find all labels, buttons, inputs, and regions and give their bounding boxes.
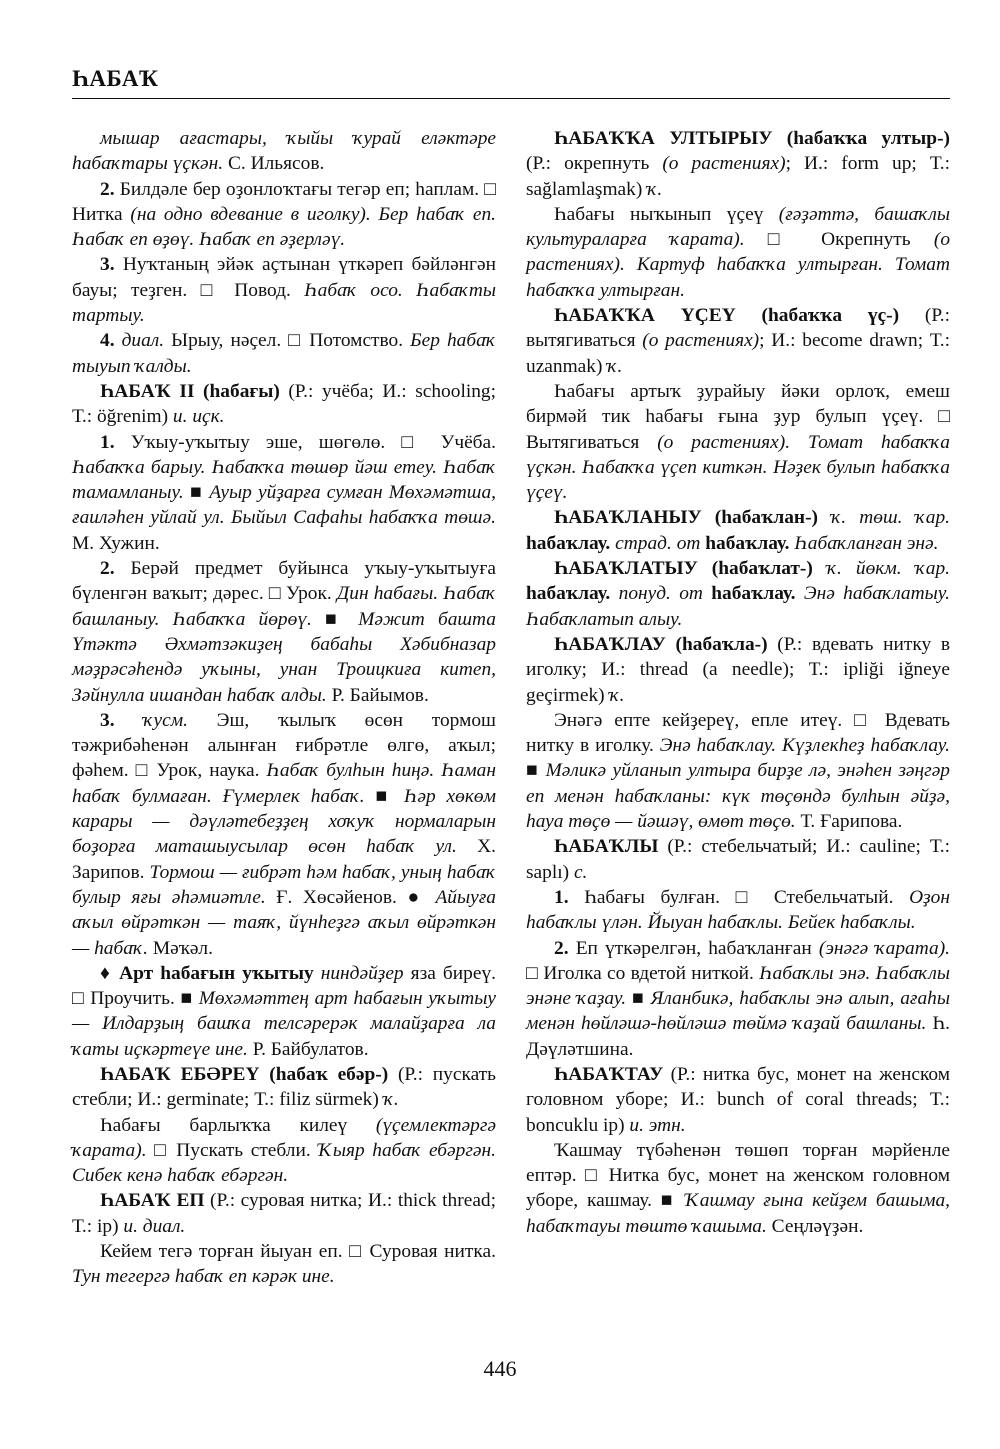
- entry-paragraph: [72, 556, 496, 708]
- italic-run: ҡ.: [383, 1089, 399, 1111]
- italic-run: Һабаҡ осо. Һабаҡты тартыу.: [72, 279, 496, 327]
- text-run: Һ. Дәүләтшина.: [526, 1013, 950, 1060]
- bold-run: ҺАБАҠҠА ҮҪЕҮ (һабаҡҡа үҫ-): [554, 305, 900, 327]
- italic-run: Мәликә уйланып ултыра бирҙе лә, энәһен зәңгәр еп менән һабаҡланы: күк төҫөндә булһын әйҙә, һауа төҫө — йәшәү, өмөт төҫө.: [526, 760, 950, 833]
- bold-run: һабаҡлау.: [705, 532, 790, 554]
- text-run: [703, 583, 711, 604]
- text-run: Уҡыу-уҡытыу эше, шөгөлө. □ Учёба.: [114, 431, 496, 453]
- text-run: (Р.: вдевать нитку в иголку; И.: thread (a needle); Т.: ipliği iğneye geçirmek): [526, 633, 950, 706]
- text-run: Эш, ҡылыҡ өсөн тормош тәжрибәһенән алынған ғибрәтле өлгө, аҡыл; фәһем. □ Урок, наука.: [72, 709, 496, 782]
- text-run: Кейем тегә торған йыуан еп. □ Суровая нитка.: [100, 1241, 496, 1263]
- text-run: Һабағы артыҡ ҙурайыу йәки орлоҡ, емеш бирмәй тик һабағы ғына ҙур булып үҫеү. □ Вытягиваться: [526, 380, 950, 453]
- text-run: ■: [183, 482, 210, 504]
- italic-run: Ауыр уйҙарға сумған Мөхәмәтша, ғаиләһен уйлай ул. Быйыл Сафаһы һабаҡҡа төшә.: [72, 482, 496, 529]
- italic-run: мышар ағастары, ҡыйы ҡурай еләктәре һабаҡтары үҫкән.: [72, 128, 496, 175]
- entry-paragraph: [72, 1113, 496, 1189]
- text-run: □ Иголка со вдетой ниткой.: [526, 962, 760, 984]
- entry-paragraph: [526, 1138, 950, 1239]
- entry-headword-paragraph: [526, 556, 950, 632]
- text-run: Сеңләүҙән.: [766, 1215, 864, 1237]
- italic-run: ҡ.: [607, 355, 623, 377]
- entry-headword-paragraph: [526, 1062, 950, 1138]
- italic-run: ниндәйҙер: [320, 962, 404, 984]
- running-head: ҺАБАҠ: [72, 66, 159, 91]
- italic-run: Мәжит башта Үтәктә Әхмәтзәкиҙең бабаһы Хәбибназар мәҙрәсәһендә уҡыны, унан Троицкиға китеп, Зәйнулла ишандан һабаҡ алды.: [72, 608, 496, 706]
- text-run: Берәй предмет буйынса уҡыу-уҡытыуға бүленгән ваҡыт; дәрес. □ Урок.: [72, 558, 496, 605]
- entry-paragraph: [72, 961, 496, 1062]
- text-run: Мәҡәл.: [148, 937, 213, 959]
- bold-run: ҺАБАҠ II (һабағы): [100, 380, 280, 402]
- text-run: [818, 507, 831, 528]
- text-run: (Р.: пускать стебли; И.: germinate; Т.: filiz sürmek): [72, 1063, 496, 1111]
- italic-run: (о растениях): [642, 330, 760, 352]
- entry-headword-paragraph: [526, 126, 950, 202]
- italic-run: (үҫемлектәргә ҡарата).: [72, 1114, 496, 1161]
- entry-paragraph: [72, 708, 496, 961]
- entry-headword-paragraph: [72, 1188, 496, 1239]
- text-run: Р. Байбулатов.: [247, 1038, 369, 1060]
- entry-paragraph: [72, 177, 496, 253]
- text-run: Еп үткәрелгән, һабаҡланған: [568, 937, 819, 959]
- text-run: Р. Байымов.: [326, 684, 429, 706]
- italic-run: Бер һабаҡ тыуып ҡалды.: [72, 330, 497, 377]
- italic-run: диал.: [121, 330, 165, 352]
- text-run: Ғ. Хөсәйенов. ●: [265, 886, 436, 908]
- bold-run: ҺАБАҠ ЕП: [100, 1190, 205, 1212]
- entry-paragraph: [72, 126, 496, 177]
- bold-run: һабаҡлау.: [711, 583, 796, 605]
- text-run: Нуҡтаның эйәк аҫтынан үткәреп бәйләнгән бауы; теҙген. □ Повод.: [72, 254, 496, 301]
- bold-run: 1.: [554, 886, 569, 908]
- text-run: [813, 558, 827, 579]
- entry-headword-paragraph: [72, 379, 496, 430]
- text-run: □ Окрепнуть: [744, 229, 934, 251]
- italic-run: (на одно вдевание в иголку). Бер һабаҡ еп. Һабаҡ еп өҙөү. Һабаҡ еп әҙерләү.: [72, 203, 497, 251]
- text-run: ; И.: form up; Т.: sağlamlaşmak): [526, 153, 951, 200]
- italic-run: Яланбикә, һабаҡлы энә алып, ағаһы менән һөйләшә-һөйләшә төймә ҡаҙай башланы.: [526, 988, 950, 1035]
- italic-run: ҡ.: [647, 178, 663, 200]
- entry-paragraph: [526, 708, 950, 834]
- italic-run: Һабаҡланған энә.: [794, 532, 939, 554]
- bold-run: ҺАБАҠТАУ: [554, 1063, 664, 1085]
- entry-headword-paragraph: [72, 1062, 496, 1113]
- text-run: С. Ильясов.: [223, 153, 325, 175]
- italic-run: ҡ. йөкм. ҡар.: [826, 558, 950, 580]
- bold-run: 2.: [554, 937, 569, 959]
- text-run: (Р.: вытягиваться: [526, 305, 950, 352]
- italic-run: Мөхәмәттең арт һабағын уҡытыу — Илдарҙың башҡа телсәрерәк малайҙарға ла ҡаты иҫкәртеүе ине.: [72, 988, 496, 1060]
- bold-run: ҺАБАҠЛЫ: [554, 836, 659, 858]
- page-number: 446: [483, 1356, 517, 1381]
- right-column: [526, 126, 950, 1239]
- entry-paragraph: [526, 885, 950, 936]
- italic-run: (о растениях). Картуф һабаҡҡа ултырған. Томат һабаҡҡа ултырған.: [526, 229, 951, 301]
- entry-paragraph: [526, 202, 950, 303]
- italic-run: Ҡашмау ғына кейҙем башыма, һабаҡтауы төштө ҡашыма.: [526, 1190, 950, 1237]
- text-run: ; И.: become drawn; Т.: uzanmak): [526, 330, 950, 377]
- text-run: (Р.: учёба; И.: schooling; Т.: öğrenim): [72, 380, 496, 428]
- italic-run: Ҡыяр һабаҡ ебәргән. Сибек кенә һабаҡ ебәргән.: [72, 1139, 496, 1187]
- italic-run: Һабаҡлы энә. Һабаҡлы энәне ҡаҙау.: [526, 962, 950, 1010]
- text-run: (Р.: нитка бус, монет на женском головном уборе; И.: bunch of coral threads; Т.: boncuklu ip): [526, 1063, 950, 1136]
- text-run: Һабағы ныҡынып үҫеү: [554, 203, 779, 225]
- text-run: [115, 330, 122, 351]
- italic-run: (о растениях). Томат һабаҡҡа үҫкән. Һабаҡҡа үҫеп киткән. Нәҙек булып һабаҡҡа үҫеү.: [526, 431, 951, 504]
- entry-headword-paragraph: [526, 632, 950, 708]
- italic-run: Тун тегергә һабаҡ еп кәрәк ине.: [72, 1266, 335, 1288]
- italic-run: Һабаҡ булһын һиңә. Һаман һабаҡ булмаған. Ғүмерлек һабаҡ.: [72, 760, 496, 807]
- text-run: яза биреү. □ Проучить. ■: [72, 962, 496, 1010]
- italic-run: от: [676, 532, 701, 554]
- text-run: Һабағы барлыҡҡа килеү: [100, 1114, 376, 1136]
- header-rule: [72, 98, 950, 99]
- text-run: [115, 710, 144, 731]
- text-run: М. Хужин.: [72, 532, 160, 554]
- text-run: Х. Зарипов.: [72, 836, 497, 883]
- italic-run: ҡ. төш. ҡар.: [831, 507, 950, 529]
- italic-run: (о растениях): [662, 153, 786, 175]
- bold-run: ҺАБАҠ ЕБӘРЕҮ (һабаҡ ебәр-): [100, 1063, 389, 1085]
- entry-paragraph: [72, 430, 496, 556]
- entry-paragraph: [526, 379, 950, 505]
- bold-run: 3.: [100, 254, 115, 276]
- italic-run: Оҙон һабаҡлы үлән. Йыуан һабаҡлы. Бейек һабаҡлы.: [526, 886, 950, 934]
- text-run: Һабағы булған. □ Стебельчатый.: [568, 886, 910, 908]
- text-run: Билдәле бер оҙонлоҡтағы тегәр еп; һаплам. □ Нитка: [72, 178, 496, 225]
- bold-run: ҺАБАҠЛАНЫУ (һабаҡлан-): [554, 507, 818, 529]
- text-run: Ырыу, нәҫел. □ Потомство.: [164, 330, 411, 352]
- text-run: □ Пускать стебли.: [146, 1139, 319, 1161]
- bold-run: 3.: [100, 709, 115, 731]
- text-run: Т. Ғарипова.: [795, 811, 903, 833]
- entry-paragraph: [72, 328, 496, 379]
- bold-run: 2.: [100, 558, 115, 580]
- bold-run: һабаҡлау.: [526, 583, 611, 605]
- text-run: (Р.: стебельчатый; И.: cauline; Т.: saplı): [526, 836, 950, 883]
- italic-run: Һабаҡҡа барыу. Һабаҡҡа төшөр йәш етеу. Һабаҡ тамамланыу.: [72, 456, 496, 504]
- italic-run: Энә һабаҡлау. Күҙлекһеҙ һабаҡлау.: [659, 735, 950, 757]
- text-run: ■: [364, 785, 405, 807]
- italic-run: (энәгә ҡарата).: [818, 937, 950, 959]
- entry-paragraph: [72, 1239, 496, 1290]
- text-run: ■: [526, 760, 546, 782]
- italic-run: и. иҫк.: [172, 406, 225, 428]
- text-run: Энәгә епте кейҙереү, епле итеү. □ Вдевать нитку в иголку.: [526, 709, 950, 757]
- italic-run: с.: [573, 861, 588, 883]
- text-run: (Р.: суровая нитка; И.: thick thread; Т.: ip): [72, 1190, 497, 1237]
- bold-run: 2.: [100, 178, 115, 200]
- bold-run: ҺАБАҠЛАУ (һабаҡла-): [554, 633, 768, 655]
- entry-headword-paragraph: [526, 303, 950, 379]
- italic-run: Айыуға аҡыл өйрәткән — таяҡ, йүнһеҙгә аҡыл өйрәткән — һабаҡ.: [72, 886, 496, 959]
- text-run: [796, 583, 804, 604]
- bold-run: Арт һабағын уҡытыу: [119, 962, 314, 984]
- italic-run: понуд. от: [618, 583, 703, 605]
- text-run: (Р.: окрепнуть: [526, 153, 663, 175]
- entry-paragraph: [72, 252, 496, 328]
- bold-run: ҺАБАҠҠА УЛТЫРЫУ (һабаҡҡа ултыр-): [554, 128, 950, 149]
- italic-run: страд.: [615, 532, 672, 554]
- left-column: [72, 126, 496, 1290]
- entry-headword-paragraph: [526, 834, 950, 885]
- bold-run: 4.: [100, 330, 115, 352]
- text-run: Ҡашмау түбәһенән төшөп торған мәрйенле ептәр. □ Нитка бус, монет на женском головном уборе, кашмау. ■: [526, 1139, 950, 1212]
- italic-run: Тормош — ғибрәт һәм һабаҡ, уның һабаҡ булыр яғы әһәмиәтле.: [72, 861, 496, 908]
- italic-run: и. этн.: [629, 1114, 686, 1136]
- italic-run: и. диал.: [123, 1215, 186, 1237]
- italic-run: Һәр хөкөм карары — дәүләтебеҙҙең хоҡуҡ нормаларын боҙорға маташыусылар өсөн һабаҡ ул.: [72, 785, 496, 858]
- italic-run: ҡусм.: [143, 709, 188, 731]
- text-run: [610, 583, 618, 604]
- italic-run: Дин һабағы. Һабаҡ башланыу. Һабаҡҡа йөрөү.: [72, 583, 496, 630]
- italic-run: Энә һабаҡлатыу. Һабаҡлатып алыу.: [526, 583, 950, 630]
- entry-headword-paragraph: [526, 505, 950, 556]
- bold-run: һабаҡлау.: [526, 532, 611, 554]
- entry-paragraph: [526, 936, 950, 1062]
- bold-run: ҺАБАҠЛАТЫУ (һабаҡлат-): [554, 558, 813, 580]
- text-run: ♦: [100, 962, 120, 984]
- text-run: [314, 963, 321, 984]
- text-run: ■: [626, 988, 651, 1010]
- italic-run: (ғәҙәттә, башаҡлы культураларға ҡарата).: [526, 203, 951, 251]
- text-run: ■: [311, 608, 359, 630]
- bold-run: 1.: [100, 431, 115, 453]
- italic-run: ҡ.: [609, 684, 625, 706]
